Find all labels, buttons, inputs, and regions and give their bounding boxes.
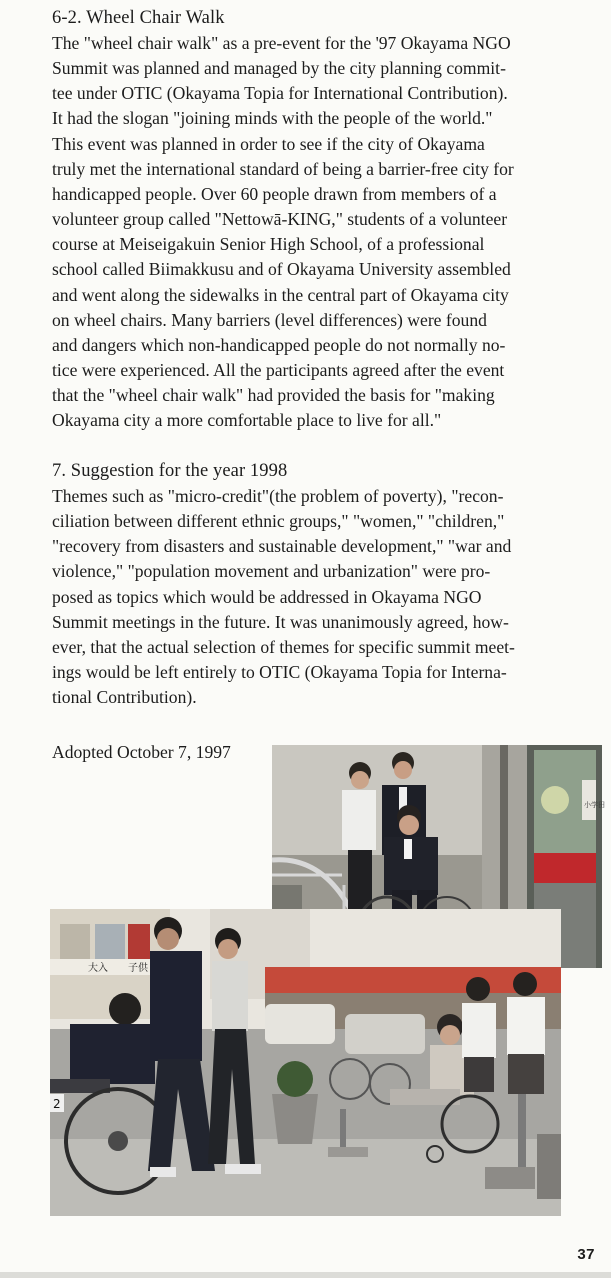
body-line: Summit meetings in the future. It was unanimously agreed, how-: [52, 611, 509, 632]
section-suggestion-1998: [52, 459, 567, 710]
body-line: The "wheel chair walk" as a pre-event for the '97 Okayama NGO: [52, 33, 511, 53]
body-line: Themes such as "micro-credit"(the problem of poverty), "recon-: [52, 486, 504, 506]
body-line: on wheel chairs. Many barriers (level differences) were found: [52, 309, 487, 330]
body-line: school called Biimakkusu and of Okayama University assembled: [52, 259, 511, 280]
page-number: 37: [577, 1246, 595, 1263]
section-heading: 7. Suggestion for the year 1998: [52, 461, 288, 481]
body-line: tice were experienced. All the participants agreed after the event: [52, 360, 505, 381]
body-line: tee under OTIC (Okayama Topia for International Contribution).: [52, 83, 508, 104]
body-line: violence," "population movement and urbanization" were pro-: [52, 561, 491, 582]
body-line: and dangers which non-handicapped people do not normally no-: [52, 334, 506, 355]
body-line: ever, that the actual selection of themes for specific summit meet-: [52, 636, 515, 657]
body-line: that the "wheel chair walk" had provided the basis for "making: [52, 385, 495, 406]
shop-sign-2: 子供: [128, 963, 148, 974]
section-body: [52, 484, 567, 710]
body-line: tional Contribution).: [52, 687, 197, 708]
body-line: ciliation between different ethnic groups," "women," "children,": [52, 511, 505, 532]
section-heading: 6-2. Wheel Chair Walk: [52, 8, 225, 28]
body-line: This event was planned in order to see if the city of Okayama: [52, 133, 485, 154]
section-body: [52, 31, 567, 434]
body-line: posed as topics which would be addressed in Okayama NGO: [52, 586, 482, 607]
body-line: Summit was planned and managed by the city planning commit-: [52, 58, 506, 79]
shop-sign-1: 大入: [88, 963, 108, 974]
page-edge: [0, 1272, 611, 1278]
photo-illustration: [50, 909, 561, 1216]
section-wheel-chair-walk: [52, 6, 567, 434]
body-line: "recovery from disasters and sustainable development," "war and: [52, 536, 512, 557]
body-line: course at Meiseigakuin Senior High School, of a professional: [52, 234, 485, 255]
body-line: and went along the sidewalks in the central part of Okayama city: [52, 284, 509, 305]
body-line: handicapped people. Over 60 people drawn from members of a: [52, 183, 497, 204]
wheelchair-walk-photo-bottom: [50, 909, 561, 1216]
body-line: It had the slogan "joining minds with the people of the world.": [52, 108, 493, 129]
body-line: truly met the international standard of being a barrier-free city for: [52, 158, 514, 179]
body-line: ings would be left entirely to OTIC (Okayama Topia for Interna-: [52, 662, 507, 683]
adopted-date: Adopted October 7, 1997: [52, 742, 231, 762]
wheelchair-number: 2: [53, 1097, 61, 1111]
body-line: volunteer group called "Nettowā-KING," students of a volunteer: [52, 209, 508, 230]
store-sign: 小学田: [584, 801, 605, 809]
body-line: Okayama city a more comfortable place to live for all.": [52, 410, 442, 431]
